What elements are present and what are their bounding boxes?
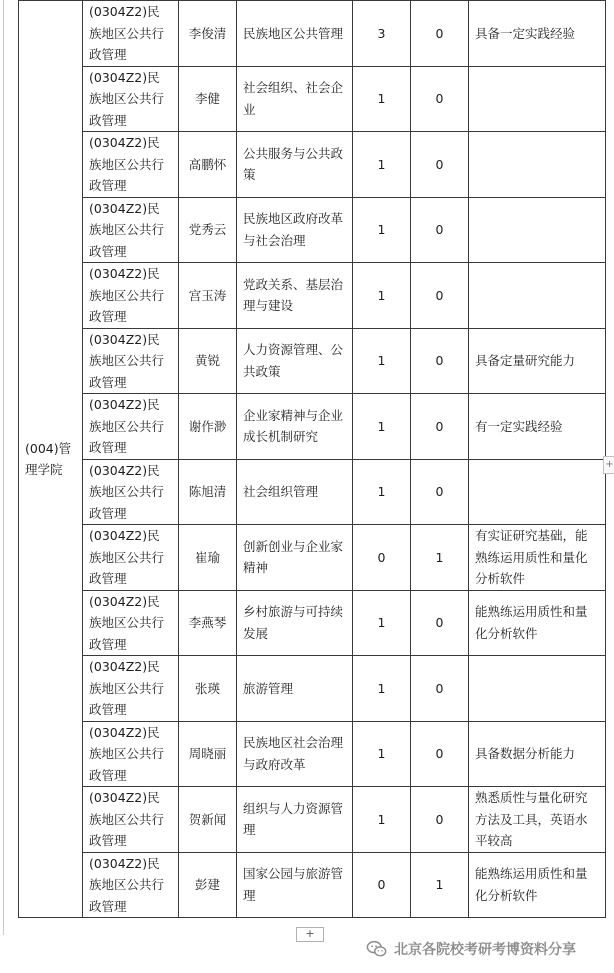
table-row (19, 656, 606, 722)
tutor-name-cell: 高鹏怀 (179, 132, 237, 198)
remark-cell (469, 66, 606, 132)
quota-cell: 0 (411, 263, 469, 329)
major-cell: (0304Z2)民族地区公共行政管理 (83, 394, 179, 460)
add-row-handle[interactable]: + (296, 927, 324, 942)
table-row (19, 525, 606, 591)
quota-cell: 1 (353, 394, 411, 460)
quota-cell: 0 (411, 590, 469, 656)
quota-cell: 0 (411, 66, 469, 132)
remark-cell (469, 656, 606, 722)
research-direction-cell: 社会组织、社会企业 (237, 66, 353, 132)
research-direction-cell: 社会组织管理 (237, 459, 353, 525)
research-direction-cell: 民族地区社会治理与政府改革 (237, 721, 353, 787)
tutor-name-cell: 谢作渺 (179, 394, 237, 460)
quota-cell: 1 (353, 132, 411, 198)
remark-cell: 具备数据分析能力 (469, 721, 606, 787)
major-cell: (0304Z2)民族地区公共行政管理 (83, 132, 179, 198)
quota-cell: 0 (411, 394, 469, 460)
research-direction-cell: 组织与人力资源管理 (237, 787, 353, 853)
table-row (19, 590, 606, 656)
quota-cell: 1 (353, 197, 411, 263)
remark-cell: 具备定量研究能力 (469, 328, 606, 394)
quota-cell: 0 (411, 328, 469, 394)
research-direction-cell: 创新创业与企业家精神 (237, 525, 353, 591)
admissions-table (18, 0, 606, 918)
major-cell: (0304Z2)民族地区公共行政管理 (83, 1, 179, 67)
table-row (19, 394, 606, 460)
remark-cell: 有实证研究基础，能熟练运用质性和量化分析软件 (469, 525, 606, 591)
major-cell: (0304Z2)民族地区公共行政管理 (83, 787, 179, 853)
major-cell: (0304Z2)民族地区公共行政管理 (83, 656, 179, 722)
table-row (19, 721, 606, 787)
quota-cell: 1 (353, 459, 411, 525)
quota-cell: 1 (353, 590, 411, 656)
table-row (19, 1, 606, 67)
table-row (19, 132, 606, 198)
tutor-name-cell: 陈旭清 (179, 459, 237, 525)
major-cell: (0304Z2)民族地区公共行政管理 (83, 590, 179, 656)
tutor-name-cell: 李健 (179, 66, 237, 132)
remark-cell: 能熟练运用质性和量化分析软件 (469, 590, 606, 656)
major-cell: (0304Z2)民族地区公共行政管理 (83, 852, 179, 918)
quota-cell: 0 (353, 852, 411, 918)
quota-cell: 1 (411, 525, 469, 591)
school-cell: (004)管理学院 (19, 1, 83, 918)
tutor-name-cell: 彭建 (179, 852, 237, 918)
quota-cell: 1 (353, 656, 411, 722)
major-cell: (0304Z2)民族地区公共行政管理 (83, 66, 179, 132)
quota-cell: 0 (411, 656, 469, 722)
quota-cell: 1 (353, 66, 411, 132)
research-direction-cell: 乡村旅游与可持续发展 (237, 590, 353, 656)
research-direction-cell: 国家公园与旅游管理 (237, 852, 353, 918)
quota-cell: 1 (353, 721, 411, 787)
research-direction-cell: 公共服务与公共政策 (237, 132, 353, 198)
table-row (19, 787, 606, 853)
page-margin-line (3, 0, 4, 935)
quota-cell: 0 (411, 787, 469, 853)
tutor-name-cell: 张瑛 (179, 656, 237, 722)
research-direction-cell: 党政关系、基层治理与建设 (237, 263, 353, 329)
remark-cell: 能熟练运用质性和量化分析软件 (469, 852, 606, 918)
table-row (19, 852, 606, 918)
tutor-name-cell: 周晓丽 (179, 721, 237, 787)
research-direction-cell: 企业家精神与企业成长机制研究 (237, 394, 353, 460)
remark-cell (469, 197, 606, 263)
expand-side-handle[interactable]: + (603, 456, 614, 474)
table-body (19, 1, 606, 918)
quota-cell: 0 (411, 132, 469, 198)
quota-cell: 0 (411, 197, 469, 263)
quota-cell: 0 (411, 459, 469, 525)
quota-cell: 0 (353, 525, 411, 591)
table-row (19, 459, 606, 525)
tutor-name-cell: 崔瑜 (179, 525, 237, 591)
table-row (19, 197, 606, 263)
quota-cell: 0 (411, 721, 469, 787)
table-row (19, 328, 606, 394)
remark-cell: 有一定实践经验 (469, 394, 606, 460)
remark-cell (469, 263, 606, 329)
quota-cell: 1 (353, 328, 411, 394)
major-cell: (0304Z2)民族地区公共行政管理 (83, 197, 179, 263)
major-cell: (0304Z2)民族地区公共行政管理 (83, 263, 179, 329)
remark-cell: 熟悉质性与量化研究方法及工具，英语水平较高 (469, 787, 606, 853)
tutor-name-cell: 黄锐 (179, 328, 237, 394)
remark-cell: 具备一定实践经验 (469, 1, 606, 67)
quota-cell: 3 (353, 1, 411, 67)
tutor-name-cell: 李燕琴 (179, 590, 237, 656)
tutor-name-cell: 党秀云 (179, 197, 237, 263)
major-cell: (0304Z2)民族地区公共行政管理 (83, 721, 179, 787)
quota-cell: 1 (353, 787, 411, 853)
major-cell: (0304Z2)民族地区公共行政管理 (83, 459, 179, 525)
research-direction-cell: 民族地区公共管理 (237, 1, 353, 67)
research-direction-cell: 旅游管理 (237, 656, 353, 722)
watermark (366, 934, 576, 964)
tutor-name-cell: 宫玉涛 (179, 263, 237, 329)
wechat-icon (366, 938, 388, 960)
major-cell: (0304Z2)民族地区公共行政管理 (83, 328, 179, 394)
research-direction-cell: 民族地区政府改革与社会治理 (237, 197, 353, 263)
research-direction-cell: 人力资源管理、公共政策 (237, 328, 353, 394)
remark-cell (469, 132, 606, 198)
quota-cell: 1 (411, 852, 469, 918)
major-cell: (0304Z2)民族地区公共行政管理 (83, 525, 179, 591)
quota-cell: 0 (411, 1, 469, 67)
table-row (19, 66, 606, 132)
watermark-text: 北京各院校考研考博资料分享 (394, 942, 576, 958)
remark-cell (469, 459, 606, 525)
table-row (19, 263, 606, 329)
tutor-name-cell: 李俊清 (179, 1, 237, 67)
quota-cell: 1 (353, 263, 411, 329)
tutor-name-cell: 贺新闻 (179, 787, 237, 853)
